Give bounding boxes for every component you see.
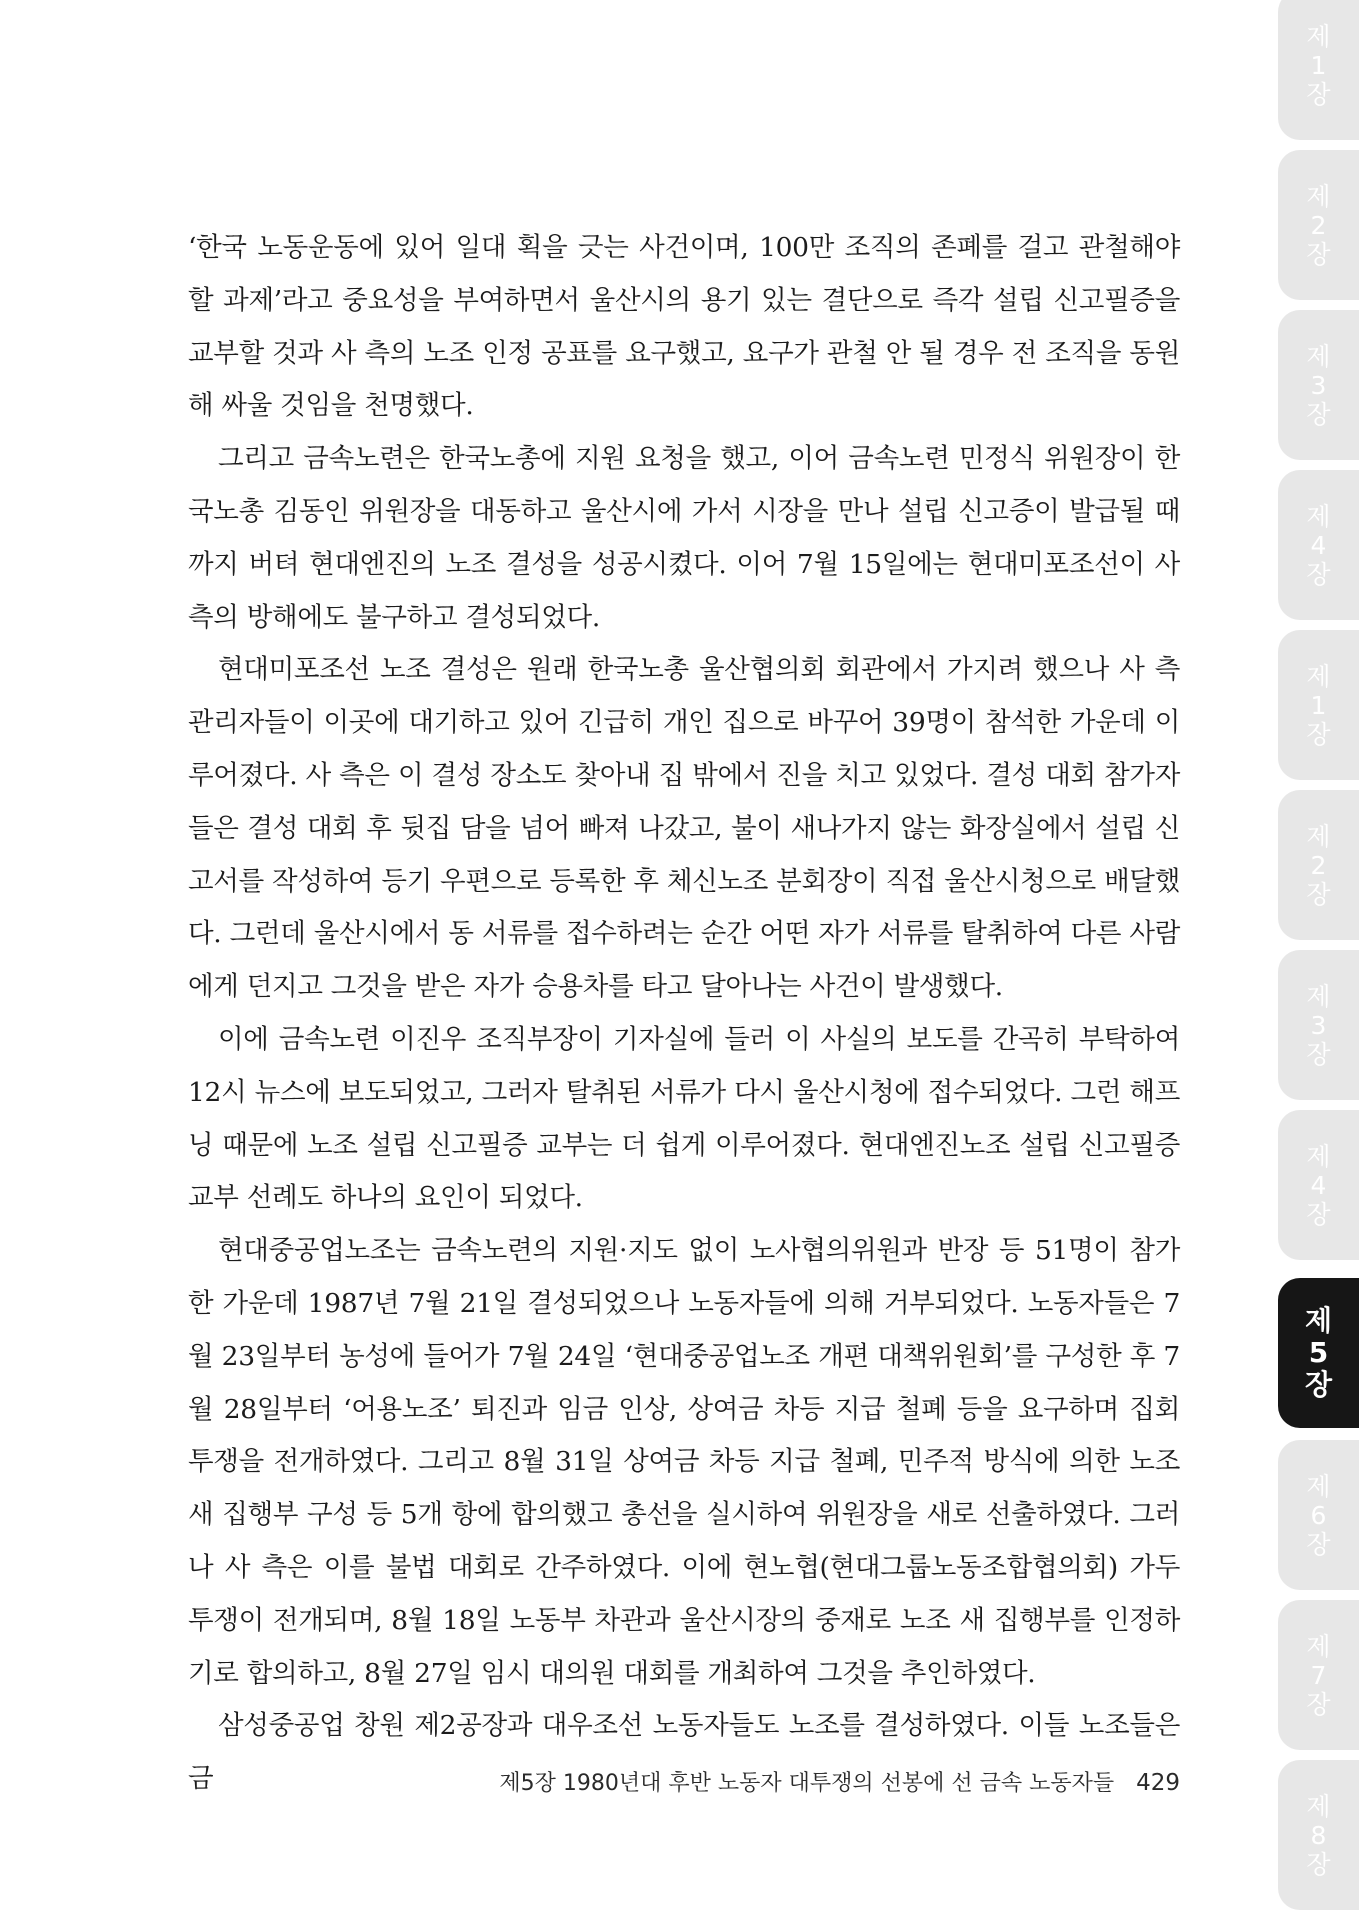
paragraph-6: 삼성중공업 창원 제2공장과 대우조선 노동자들도 노조를 결성하였다. 이들 노조들은 금: [188, 1710, 1180, 1795]
chapter-tab-8[interactable]: 제 4 장: [1278, 1110, 1359, 1260]
chapter-tab-9-active[interactable]: 제 5 장: [1278, 1278, 1359, 1428]
chapter-tab-4[interactable]: 제 4 장: [1278, 470, 1359, 620]
paragraph-5: 현대중공업노조는 금속노련의 지원·지도 없이 노사협의위원과 반장 등 51명이 참가한 가운데 1987년 7월 21일 결성되었으나 노동자들에 의해 거부되었다. 노동자들은 7월 23일부터 농성에 들어가 7월 24일 ‘현대중공업노조 개편 대책위원회’를 구성한 후 7월 28일부터 ‘어용노조’ 퇴진과 임금 인상, 상여금 차등 지급 철폐 등을 요구하며 집회 투쟁을 전개하였다. 그리고 8월 31일 상여금 차등 지급 철폐, 민주적 방식에 의한 노조 새 집행부 구성 등 5개 항에 합의했고 총선을 실시하여 위원장을 새로 선출하였다. 그러나 사 측은 이를 불법 대회로 간주하였다. 이에 현노협(현대그룹노동조합협의회) 가두 투쟁이 전개되며, 8월 18일 노동부 차관과 울산시장의 중재로 노조 새 집행부를 인정하기로 합의하고, 8월 27일 임시 대의원 대회를 개최하여 그것을 추인하였다.: [188, 1235, 1180, 1689]
paragraph-4: 이에 금속노련 이진우 조직부장이 기자실에 들러 이 사실의 보도를 간곡히 부탁하여 12시 뉴스에 보도되었고, 그러자 탈취된 서류가 다시 울산시청에 접수되었다. 그런 해프닝 때문에 노조 설립 신고필증 교부는 더 쉽게 이루어졌다. 현대엔진노조 설립 신고필증 교부 선례도 하나의 요인이 되었다.: [188, 1023, 1180, 1214]
chapter-tab-12[interactable]: 제 8 장: [1278, 1760, 1359, 1910]
chapter-tabs: [1278, 0, 1359, 1920]
paragraph-1: ‘한국 노동운동에 있어 일대 획을 긋는 사건이며, 100만 조직의 존폐를 걸고 관철해야 할 과제’라고 중요성을 부여하면서 울산시의 용기 있는 결단으로 즉각 설립 신고필증을 교부할 것과 사 측의 노조 인정 공표를 요구했고, 요구가 관철 안 될 경우 전 조직을 동원해 싸울 것임을 천명했다.: [188, 232, 1180, 422]
page-body: [188, 222, 1180, 1806]
page-number: 429: [1136, 1770, 1180, 1796]
chapter-tab-3[interactable]: 제 3 장: [1278, 310, 1359, 460]
chapter-tab-10[interactable]: 제 6 장: [1278, 1440, 1359, 1590]
running-title: 제5장 1980년대 후반 노동자 대투쟁의 선봉에 선 금속 노동자들: [499, 1771, 1115, 1796]
paragraph-2: 그리고 금속노련은 한국노총에 지원 요청을 했고, 이어 금속노련 민정식 위원장이 한국노총 김동인 위원장을 대동하고 울산시에 가서 시장을 만나 설립 신고증이 발급될 때까지 버텨 현대엔진의 노조 결성을 성공시켰다. 이어 7월 15일에는 현대미포조선이 사 측의 방해에도 불구하고 결성되었다.: [188, 443, 1180, 633]
paragraph-3: 현대미포조선 노조 결성은 원래 한국노총 울산협의회 회관에서 가지려 했으나 사 측 관리자들이 이곳에 대기하고 있어 긴급히 개인 집으로 바꾸어 39명이 참석한 가운데 이루어졌다. 사 측은 이 결성 장소도 찾아내 집 밖에서 진을 치고 있었다. 결성 대회 참가자들은 결성 대회 후 뒷집 담을 넘어 빠져 나갔고, 불이 새나가지 않는 화장실에서 설립 신고서를 작성하여 등기 우편으로 등록한 후 체신노조 분회장이 직접 울산시청으로 배달했다. 그런데 울산시에서 동 서류를 접수하려는 순간 어떤 자가 서류를 탈취하여 다른 사람에게 던지고 그것을 받은 자가 승용차를 타고 달아나는 사건이 발생했다.: [188, 654, 1180, 1003]
chapter-tab-6[interactable]: 제 2 장: [1278, 790, 1359, 940]
chapter-tab-1[interactable]: 제 1 장: [1278, 0, 1359, 140]
chapter-tab-5[interactable]: 제 1 장: [1278, 630, 1359, 780]
page-footer: [440, 1766, 1180, 1797]
chapter-tab-7[interactable]: 제 3 장: [1278, 950, 1359, 1100]
chapter-tab-11[interactable]: 제 7 장: [1278, 1600, 1359, 1750]
chapter-tab-2[interactable]: 제 2 장: [1278, 150, 1359, 300]
